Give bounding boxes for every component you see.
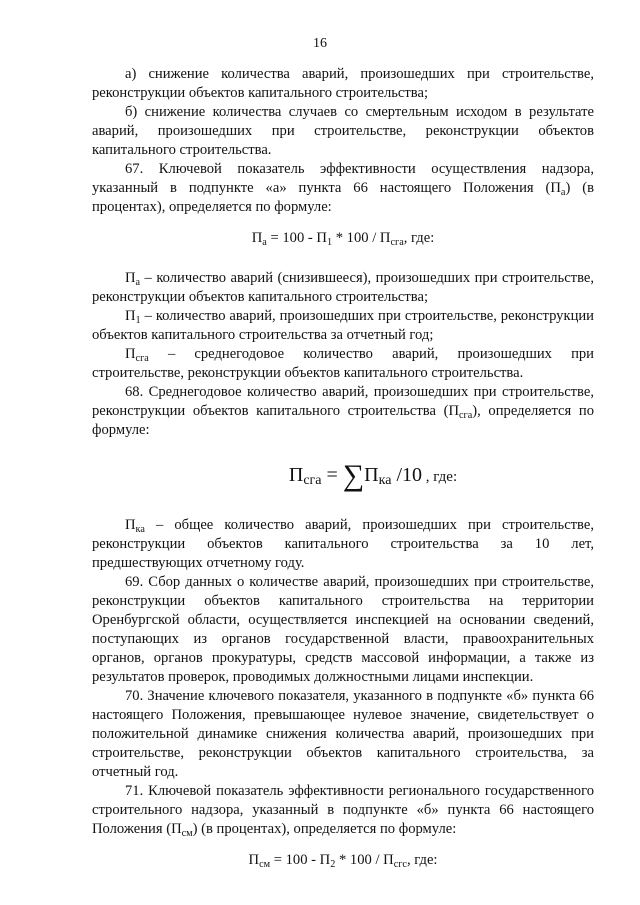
- formula-text: , где:: [422, 469, 458, 485]
- formula-psga: [92, 460, 594, 492]
- definition-symbol: П: [125, 517, 136, 533]
- paragraph-69: 69. Сбор данных о количестве аварий, произошедших при строительстве, реконструкции объектов капитального строительства на территории Оренбургской области, осуществляется инспекцией на основании сведений, поступающих из органов государственной власти, правоохранительных органов, органов прокуратуры, средств массовой информации, а также из результатов проверок, проводимых должностными лицами инспекции.: [92, 574, 594, 685]
- definition-symbol: П: [125, 346, 136, 362]
- subscript: сга: [303, 473, 322, 488]
- paragraph-68-text: 68. Среднегодовое количество аварий, произошедших при строительстве, реконструкции объектов капитального строительства (П: [92, 384, 594, 419]
- definition-text: – количество аварий (снизившееся), произошедших при строительстве, реконструкции объектов капитального строительства;: [92, 270, 594, 305]
- paragraph-70: 70. Значение ключевого показателя, указанного в подпункте «б» пункта 66 настоящего Положения, превышающее нулевое значение, свидетельствует о положительной динамике снижения количества аварий, произошедших при строительстве, реконструкции объектов капитального строительства, за отчетный год.: [92, 688, 594, 780]
- subscript: см: [181, 828, 193, 839]
- definition-pa: [92, 269, 594, 307]
- paragraph-a: а) снижение количества аварий, произошедших при строительстве, реконструкции объектов капитального строительства;: [92, 66, 594, 101]
- subscript: 1: [135, 315, 141, 326]
- subscript: 1: [326, 237, 333, 248]
- page-number: 16: [313, 36, 327, 51]
- formula-text: * 100 /: [332, 230, 380, 246]
- formula-symbol: П: [316, 230, 327, 246]
- definition-pka: [92, 516, 594, 573]
- formula-symbol: П: [251, 230, 263, 246]
- subscript: а: [262, 237, 267, 248]
- paragraph-67-tail: ) (в процентах), определяется по формуле:: [92, 180, 594, 215]
- formula-text: = 100 -: [270, 852, 320, 868]
- subscript: см: [259, 859, 271, 870]
- formula-symbol: П: [248, 852, 260, 868]
- subscript: 2: [330, 859, 336, 870]
- paragraph-67-text: 67. Ключевой показатель эффективности осуществления надзора, указанный в подпункте «а» пункта 66 настоящего Положения (П: [92, 161, 594, 196]
- formula-pa: [92, 229, 594, 248]
- definition-p1: [92, 307, 594, 345]
- subscript: сга: [135, 353, 149, 364]
- definition-text: – общее количество аварий, произошедших при строительстве, реконструкции объектов капитального строительства за 10 лет, предшествующих отчетному году.: [92, 517, 594, 571]
- subscript: сга: [390, 237, 404, 248]
- formula-text: =: [321, 464, 343, 486]
- paragraph-71-text: 71. Ключевой показатель эффективности регионального государственного строительного надзора, указанный в подпункте «б» пункта 66 настоящего Положения (П: [92, 783, 594, 837]
- subscript: ка: [135, 524, 145, 535]
- definition-symbol: П: [125, 308, 136, 324]
- formula-text: = 100 -: [266, 230, 317, 246]
- paragraph-71: [92, 782, 594, 839]
- paragraph-68-tail: ), определяется по формуле:: [92, 403, 594, 438]
- formula-symbol: П: [364, 464, 379, 486]
- formula-symbol: П: [319, 852, 331, 868]
- formula-symbol: П: [379, 230, 391, 246]
- paragraph-68: [92, 383, 594, 440]
- sum-symbol: ∑: [342, 459, 365, 492]
- definition-psga: [92, 345, 594, 383]
- formula-symbol: П: [383, 852, 394, 868]
- formula-symbol: П: [288, 464, 304, 486]
- document-body: [92, 65, 594, 870]
- formula-text: * 100 /: [335, 852, 384, 868]
- paragraph-67: [92, 160, 594, 217]
- formula-psm: [92, 851, 594, 870]
- subscript: ка: [378, 473, 392, 488]
- subscript: а: [135, 277, 141, 288]
- formula-text: , где:: [406, 852, 438, 868]
- definition-text: – количество аварий, произошедших при строительстве, реконструкции объектов капитального строительства за отчетный год;: [92, 308, 594, 343]
- paragraph-b: б) снижение количества случаев со смертельным исходом в результате аварий, произошедших при строительстве, реконструкции объектов капитального строительства.: [92, 104, 594, 158]
- definition-symbol: П: [125, 270, 136, 286]
- subscript: сга: [459, 410, 473, 421]
- subscript: сгс: [393, 859, 407, 870]
- formula-text: , где:: [403, 230, 435, 246]
- definition-text: – среднегодовое количество аварий, произошедших при строительстве, реконструкции объектов капитального строительства.: [92, 346, 594, 381]
- subscript: а: [560, 187, 566, 198]
- formula-text: /10: [391, 464, 422, 486]
- paragraph-71-tail: ) (в процентах), определяется по формуле:: [192, 821, 457, 837]
